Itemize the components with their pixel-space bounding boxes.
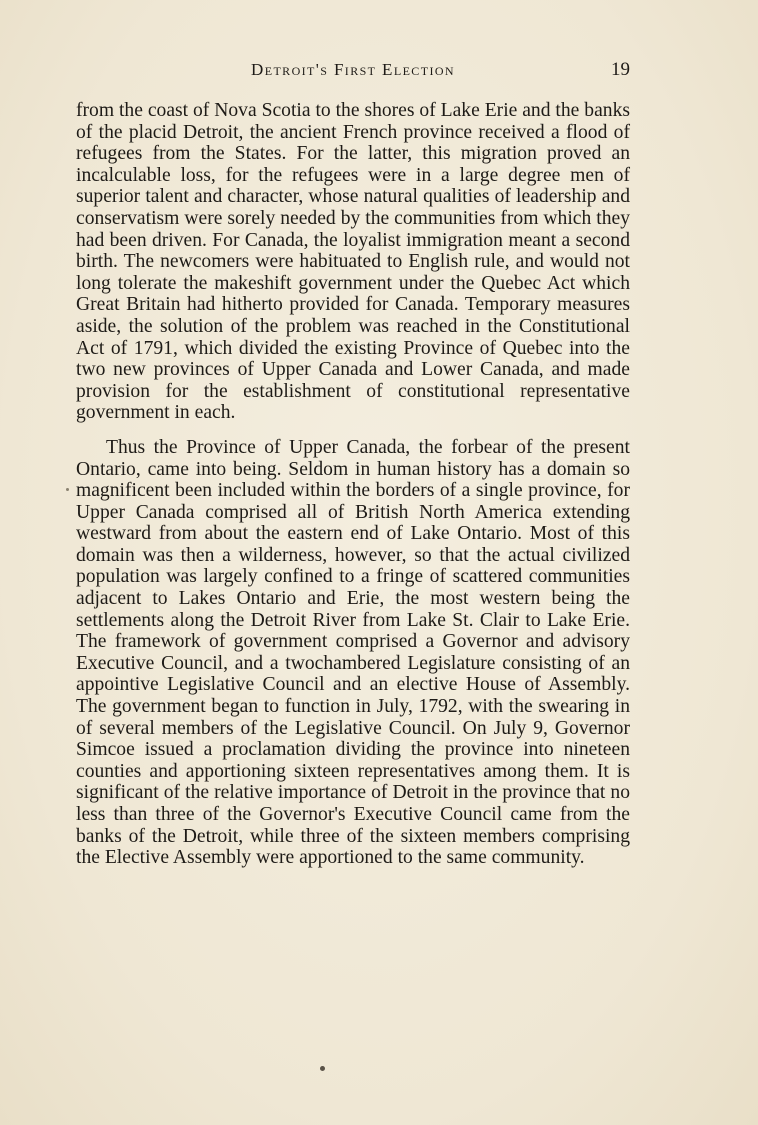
page-number: 19 (611, 59, 630, 80)
printer-mark (320, 1066, 325, 1071)
ink-speck (66, 488, 69, 491)
running-head (76, 58, 630, 82)
body-text (76, 100, 630, 869)
paragraph-continuation: from the coast of Nova Scotia to the shores of Lake Erie and the banks of the placid Detroit, the ancient French province received a flood of refugees from the States. For the latter, this migration proved an incalculable loss, for the refugees were in a large degree men of superior talent and character, whose natural qualities of leadership and conservatism were sorely needed by the communities from which they had been driven. For Canada, the loyalist immigration meant a second birth. The newcomers were habituated to English rule, and would not long tolerate the makeshift government under the Quebec Act which Great Britain had hitherto provided for Canada. Temporary measures aside, the solution of the problem was reached in the Constitutional Act of 1791, which divided the existing Province of Quebec into the two new provinces of Upper Canada and Lower Canada, and made provision for the establishment of constitutional representative government in each. (76, 100, 630, 424)
paragraph-upper-canada: Thus the Province of Upper Canada, the forbear of the present Ontario, came into being. Seldom in human history has a domain so magnificent been included within the borders of a single province, for Upper Canada comprised all of British North America extending westward from about the eastern end of Lake Ontario. Most of this domain was then a wilderness, however, so that the actual civilized population was largely confined to a fringe of scattered communities adjacent to Lakes Ontario and Erie, the most western being the settlements along the Detroit River from Lake St. Clair to Lake Erie. The framework of government comprised a Governor and advisory Executive Council, and a twochambered Legislature consisting of an appointive Legislative Council and an elective House of Assembly. The government began to function in July, 1792, with the swearing in of several members of the Legislative Council. On July 9, Governor Simcoe issued a proclamation dividing the province into nineteen counties and apportioning sixteen representatives among them. It is significant of the relative importance of Detroit in the province that no less than three of the Governor's Executive Council came from the banks of the Detroit, while three of the sixteen members comprising the Elective Assembly were apportioned to the same community. (76, 436, 630, 869)
running-title: Detroit's First Election (251, 60, 455, 79)
